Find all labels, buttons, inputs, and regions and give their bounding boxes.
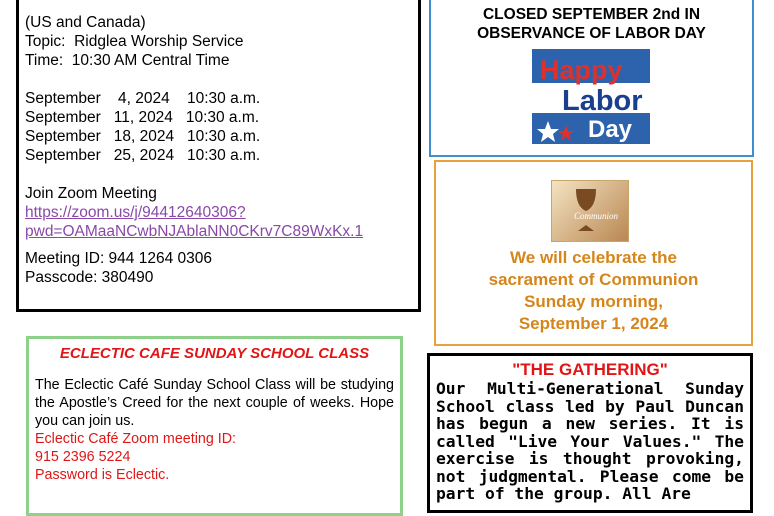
zoom-meeting-link-cont[interactable]: pwd=OAMaaNCwbNJAblaNN0CKrv7C89WxKx.1 [25, 223, 364, 240]
the-gathering-body: Our Multi-Generational Sunday School class led by Paul Duncan has begun a new series. It is called "Live Your Values." The exercise is thought provoking, not judgmental. Please come be part of the group. All Are [436, 379, 744, 503]
eclectic-cafe-body: The Eclectic Café Sunday School Class will be studying the Apostle’s Creed for the next couple of weeks. Hope you can join us. [35, 377, 394, 429]
day-text: Day [588, 116, 633, 143]
zoom-meeting-link[interactable]: https://zoom.us/j/94412640306? [25, 204, 246, 221]
happy-labor-day-image [532, 49, 650, 144]
passcode: Passcode: 380490 [25, 269, 154, 286]
chalice-icon [576, 189, 596, 231]
eclectic-cafe-box [26, 336, 403, 516]
eclectic-cafe-title: ECLECTIC CAFE SUNDAY SCHOOL CLASS [59, 345, 370, 362]
the-gathering-title: "THE GATHERING" [512, 360, 668, 379]
communion-line: We will celebrate the [510, 248, 677, 267]
zoom-date-row: September 4, 2024 10:30 a.m. [25, 90, 261, 107]
zoom-time: Time: 10:30 AM Central Time [25, 52, 230, 69]
communion-date: September 1, 2024 [518, 314, 669, 333]
communion-chalice-image [551, 180, 629, 242]
labor-text: Labor [562, 85, 643, 117]
happy-text: Happy [540, 55, 623, 85]
zoom-date-row: September 25, 2024 10:30 a.m. [25, 147, 261, 164]
communion-box [434, 160, 753, 346]
zoom-date-row: September 11, 2024 10:30 a.m. [25, 109, 260, 126]
zoom-info-box [16, 0, 421, 312]
zoom-topic: Topic: Ridglea Worship Service [25, 33, 244, 50]
communion-line: sacrament of Communion [488, 270, 699, 289]
join-zoom-label: Join Zoom Meeting [25, 185, 157, 202]
eclectic-cafe-zoom-label: Eclectic Café Zoom meeting ID: [35, 431, 237, 447]
zoom-region: (US and Canada) [25, 14, 146, 31]
eclectic-cafe-zoom-id: 915 2396 5224 [35, 449, 131, 465]
labor-day-heading-line2: OBSERVANCE OF LABOR DAY [477, 25, 706, 42]
meeting-id: Meeting ID: 944 1264 0306 [25, 250, 212, 267]
communion-image-word: Communion [574, 211, 619, 221]
communion-announcement [436, 247, 751, 335]
communion-line: Sunday morning, [524, 292, 663, 311]
labor-day-box [429, 0, 754, 157]
labor-day-heading-line1: CLOSED SEPTEMBER 2nd IN [482, 6, 701, 23]
the-gathering-box [427, 353, 753, 513]
zoom-date-row: September 18, 2024 10:30 a.m. [25, 128, 261, 145]
eclectic-cafe-password: Password is Eclectic. [35, 467, 170, 483]
